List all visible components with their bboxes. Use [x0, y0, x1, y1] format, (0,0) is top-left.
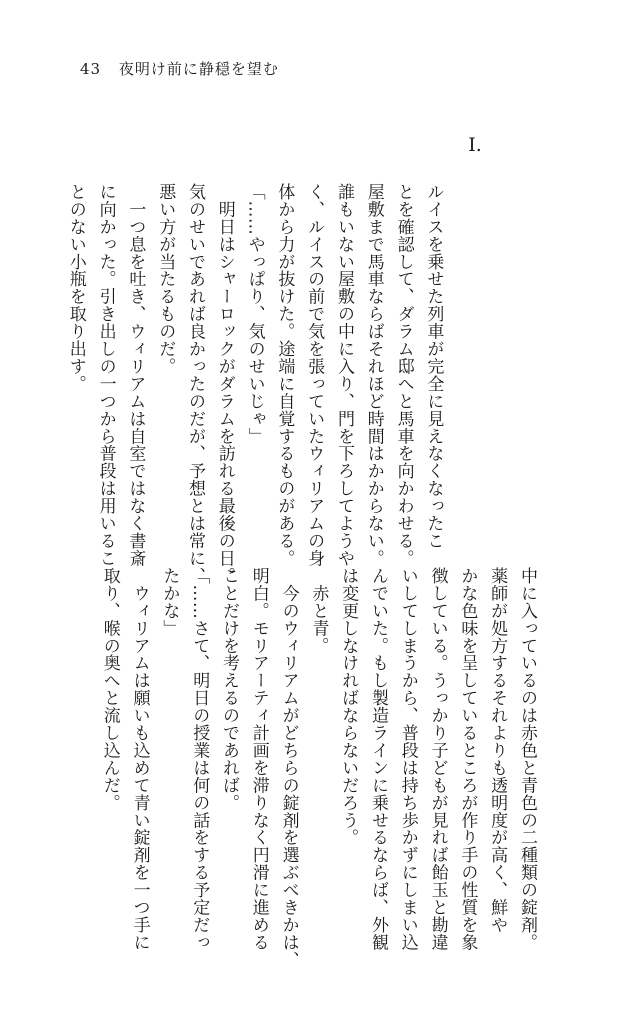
text-line: ルイスを乗せた列車が完全に見えなくなったこ [423, 183, 444, 550]
text-line: 体から力が抜けた。途端に自覚するものがある。 [274, 183, 295, 567]
text-line: 屋敷まで馬車ならばそれほど時間はかからない。 [363, 183, 384, 567]
section-marker: I. [468, 134, 482, 156]
text-line: 明白。モリアーティ計画を滞りなく円滑に進める [248, 567, 269, 951]
text-line: 今のウィリアムがどちらの錠剤を選ぶべきかは、 [278, 567, 299, 969]
page-number: 43 [80, 60, 102, 78]
text-line: んでいた。もし製造ラインに乗せるならば、外観 [367, 567, 388, 951]
text-line: とのない小瓶を取り出す。 [65, 183, 86, 393]
text-line: とを確認して、ダラム邸へと馬車を向かわせる。 [393, 183, 414, 567]
text-line: 明日はシャーロックがダラムを訪れる最後の日。 [214, 183, 235, 585]
text-line: 取り、喉の奥へと流し込んだ。 [99, 567, 120, 812]
text-line: たかな」 [159, 567, 180, 637]
text-line: 「……さて、明日の授業は何の話をする予定だっ [189, 567, 210, 951]
text-line: ウィリアムは願いも込めて青い錠剤を一つ手に [129, 567, 150, 951]
text-line: 気のせいであれば良かったのだが、予想とは常に、 [184, 183, 205, 585]
text-line: 悪い方が当たるものだ。 [155, 183, 176, 375]
text-line: は変更しなければならないだろう。 [338, 567, 359, 847]
text-line: に向かった。引き出しの一つから普段は用いるこ [95, 183, 116, 567]
text-line: 徴している。うっかり子どもが見れば飴玉と勘違 [427, 567, 448, 951]
text-line: 誰もいない屋敷の中に入り、門を下ろしてようや [333, 183, 354, 567]
text-line: 中に入っているのは赤色と青色の二種類の錠剤。 [516, 567, 537, 951]
text-block-top [60, 183, 447, 585]
text-line: ことだけを考えるのであれば。 [218, 567, 239, 812]
text-line: 赤と青。 [308, 567, 329, 655]
text-line: いしてしまうから、普段は持ち歩かずにしまい込 [397, 567, 418, 951]
text-line: 一つ息を吐き、ウィリアムは自室ではなく書斎 [125, 183, 146, 567]
text-line: 「……やっぱり、気のせいじゃ」 [244, 183, 265, 445]
chapter-title: 夜明け前に静穏を望む [118, 60, 279, 78]
text-line: く、ルイスの前で気を張っていたウィリアムの身 [304, 183, 325, 567]
text-line: かな色味を呈しているところが作り手の性質を象 [457, 567, 478, 951]
text-block-bottom [94, 567, 541, 969]
text-line: 薬師が処方するそれよりも透明度が高く、鮮や [487, 567, 508, 934]
running-header [80, 58, 279, 79]
